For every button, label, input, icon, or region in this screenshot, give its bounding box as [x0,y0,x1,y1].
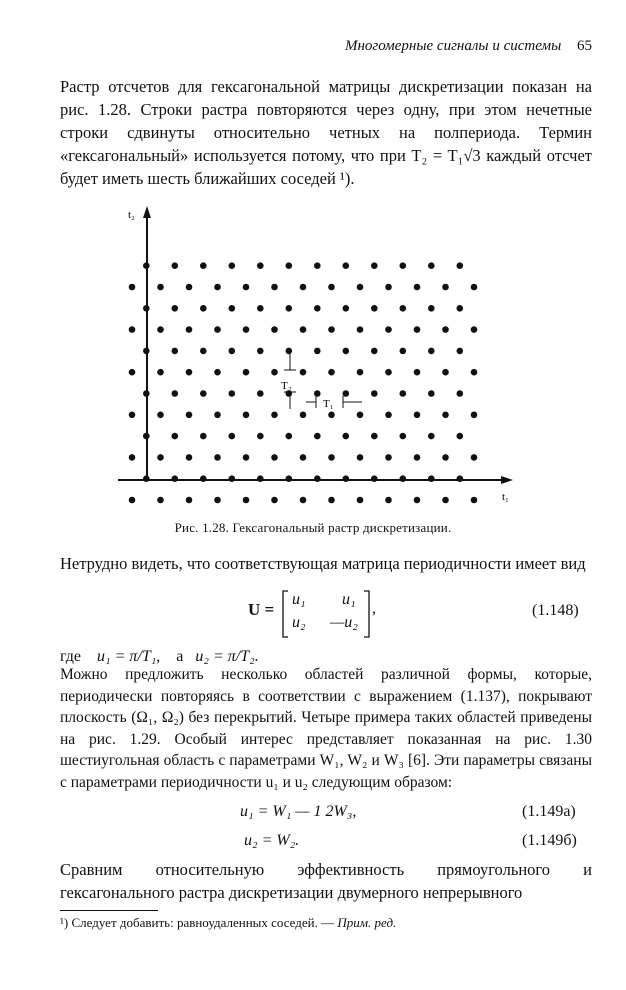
lattice-point [186,326,193,333]
lattice-point [385,369,392,376]
lattice-point [229,390,236,397]
lattice-point [229,348,236,355]
lattice-point [371,262,378,269]
and-word: а [176,648,184,665]
matrix-r1c2: u₁ [342,591,356,608]
t2-label: t₂ [128,209,135,221]
lattice-point [271,369,278,376]
lattice-point [172,390,179,397]
lattice-point [400,348,407,355]
lattice-point [186,412,193,419]
lattice-point [442,497,449,504]
t1-label: t₁ [502,491,509,503]
lattice-point [229,262,236,269]
lattice-point [143,390,150,397]
lattice-point [357,412,364,419]
lattice-point [200,390,207,397]
lattice-point [343,475,350,482]
lattice-point [214,454,221,461]
lattice-point [200,305,207,312]
lattice-point [172,348,179,355]
lattice-point [271,454,278,461]
eq149a-number: (1.149а) [522,803,576,820]
lattice-point [343,262,350,269]
lattice-point [300,497,307,504]
lattice-point [257,475,264,482]
lattice-point [257,262,264,269]
lattice-point [357,497,364,504]
lattice-point [271,284,278,291]
lattice-point [214,326,221,333]
lattice-point [271,326,278,333]
lattice-point [442,412,449,419]
lattice-point [157,412,164,419]
eq149b-body: u₂ = W₂. [244,832,300,849]
lattice-point [371,433,378,440]
lattice-point [172,305,179,312]
lattice-point [257,433,264,440]
lattice-point [385,326,392,333]
lattice-point [314,305,321,312]
lattice-point [328,284,335,291]
lattice-point [286,305,293,312]
lattice-point [243,284,250,291]
lattice-point [186,454,193,461]
lattice-point [143,433,150,440]
lattice-point [414,412,421,419]
lattice-point [343,433,350,440]
running-title: Многомерные сигналы и системы [344,38,562,54]
lattice-point [314,475,321,482]
lattice-point [428,390,435,397]
lattice-point [300,369,307,376]
lattice-point [157,454,164,461]
lattice-point [400,262,407,269]
lattice-point [457,262,464,269]
lattice-point [157,369,164,376]
footnote [60,915,592,931]
lattice-point [214,284,221,291]
lattice-point [471,326,478,333]
lattice-point [357,454,364,461]
u2-definition: u₂ = π/T₂. [195,648,259,665]
lattice-point [314,348,321,355]
lattice-point [172,262,179,269]
lattice-point [442,454,449,461]
hex-lattice-figure [110,202,530,522]
lattice-point [243,454,250,461]
lattice-point [157,497,164,504]
lattice-point [328,326,335,333]
lattice-point [129,284,136,291]
lattice-point [442,326,449,333]
lattice-point [186,284,193,291]
lattice-point [200,348,207,355]
lattice-point [271,412,278,419]
u1-definition: u₁ = π/T₁, [97,648,161,665]
lattice-point [300,412,307,419]
running-header [0,38,592,55]
lattice-point [471,284,478,291]
lattice-point [243,497,250,504]
lattice-point [442,369,449,376]
lattice-point [143,348,150,355]
lattice-point [328,497,335,504]
lattice-point [371,348,378,355]
lattice-point [385,497,392,504]
lattice-point [243,369,250,376]
matrix-r1c1: u₁ [292,591,306,608]
lattice-point [400,475,407,482]
page-number: 65 [577,38,592,54]
where-word: где [60,648,82,665]
lattice-point [357,284,364,291]
lattice-point [428,262,435,269]
lattice-point [400,390,407,397]
lattice-point [314,433,321,440]
footnote-editor-note: Прим. ред. [337,915,397,930]
lattice-point [143,262,150,269]
lattice-point [428,475,435,482]
lattice-point [471,454,478,461]
lattice-point [143,305,150,312]
lattice-point [457,390,464,397]
lattice-point [442,284,449,291]
footnote-text: ¹) Следует добавить: равноудаленных соседей. — [60,915,335,930]
lattice-point [428,305,435,312]
lattice-point [357,326,364,333]
lattice-point [414,454,421,461]
lattice-point [200,475,207,482]
lattice-point [129,369,136,376]
eq148-number: (1.148) [532,602,579,619]
t1-spacing-label: T₁ [323,398,334,410]
footnote-rule [60,910,158,911]
lattice-point [300,284,307,291]
lattice-point [271,497,278,504]
lattice-point [200,262,207,269]
lattice-point [343,305,350,312]
lattice-point [257,305,264,312]
lattice-point [428,433,435,440]
lattice-point [286,262,293,269]
lattice-point [257,348,264,355]
t2-arrowhead [143,206,151,218]
paragraph-4: Сравним относительную эффективность прямоугольного и гексагонального растра дискретизации двумерного непрерывного [60,860,592,902]
lattice-point [457,475,464,482]
lattice-point [414,369,421,376]
matrix-r2c1: u₂ [292,614,306,631]
eq149a-body: u₁ = W₁ — 1 2W₃, [240,803,357,820]
lattice-point [314,262,321,269]
lattice-point [385,454,392,461]
lattice-point [214,369,221,376]
lattice-point [243,326,250,333]
lattice-point [414,284,421,291]
lattice-point [172,433,179,440]
lattice-point [300,454,307,461]
lattice-point [414,497,421,504]
eq148-comma: , [372,600,376,617]
lattice-point [457,305,464,312]
lattice-point [400,433,407,440]
lattice-point [129,497,136,504]
lattice-point [286,475,293,482]
paragraph-3: Можно предложить несколько областей различной формы, которые, периодически повторяясь в соответствии с выражением (1.137), покрывают плоскость (Ω₁, Ω₂) без перекрытий. Четыре примера таких областей приведены на рис. 1.29. Особый интерес представляет показанная на рис. 1.30 шестиугольная область с параметрами W₁, W₂ и W₃ [6]. Эти параметры связаны с параметрами периодичности u₁ и u₂ следующим образом: [60,666,592,791]
lattice-point [257,390,264,397]
lattice-point [471,369,478,376]
lattice-point [371,475,378,482]
lattice-point [186,369,193,376]
lattice-point [457,433,464,440]
eq149b-number: (1.149б) [522,832,577,849]
t2-spacing-marker [281,348,296,409]
lattice-point [371,390,378,397]
lattice-point [129,326,136,333]
lattice-point [343,348,350,355]
lattice-point [400,305,407,312]
eq148-lhs: U = [248,600,275,619]
lattice-point [143,475,150,482]
t2-spacing-label: T₂ [281,380,292,392]
lattice-point [343,390,350,397]
lattice-point [286,348,293,355]
lattice-point [172,475,179,482]
lattice-point [457,348,464,355]
matrix-r2c2: —u₂ [330,614,358,631]
lattice-point [314,390,321,397]
lattice-point [357,369,364,376]
lattice-point [229,475,236,482]
figure-caption: Рис. 1.28. Гексагональный растр дискретизации. [174,520,452,535]
lattice-point [428,348,435,355]
lattice-point [229,433,236,440]
lattice-point [471,497,478,504]
lattice-point [414,326,421,333]
lattice-point [186,497,193,504]
lattice-point [286,433,293,440]
lattice-point [129,454,136,461]
lattice-point [157,326,164,333]
paragraph-2: Нетрудно видеть, что соответствующая матрица периодичности имеет вид [60,554,586,573]
lattice-point [229,305,236,312]
lattice-point [214,412,221,419]
lattice-point [328,454,335,461]
lattice-point [243,412,250,419]
lattice-point [214,497,221,504]
lattice-point [385,284,392,291]
t1-arrowhead [501,476,513,484]
lattice-point [471,412,478,419]
lattice-point [385,412,392,419]
lattice-point [157,284,164,291]
paragraph-1: Растр отсчетов для гексагональной матрицы дискретизации показан на рис. 1.28. Строки растра повторяются через одну, при этом нечетные строки сдвинуты относительно четных на полпериода. Термин «гексагональный» используется потому, что при T₂ = T₁√3 каждый отсчет будет иметь шесть ближайших соседей ¹). [60,77,592,188]
lattice-point [129,412,136,419]
lattice-points [129,262,478,503]
lattice-point [328,369,335,376]
lattice-point [371,305,378,312]
lattice-point [300,326,307,333]
lattice-point [200,433,207,440]
lattice-point [328,412,335,419]
t1-spacing-marker [306,396,362,410]
